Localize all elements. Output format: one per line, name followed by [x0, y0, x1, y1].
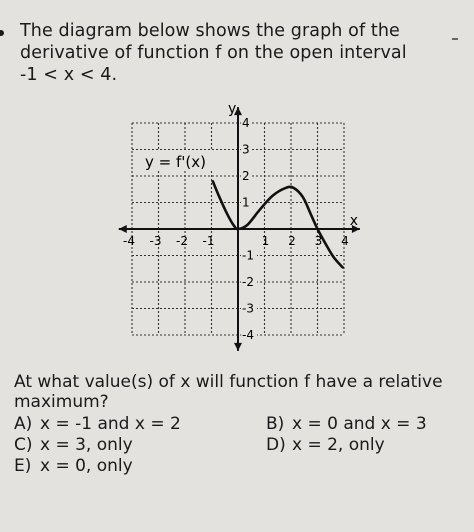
choice-b-text: x = 0 and x = 3 — [292, 414, 427, 434]
x-tick-label: 4 — [341, 234, 349, 248]
choice-d-text: x = 2, only — [292, 435, 385, 455]
choice-e-letter: E) — [14, 456, 32, 476]
y-tick-label: -2 — [242, 275, 254, 289]
question-text — [20, 20, 407, 86]
choice-c-letter: C) — [14, 435, 33, 455]
choice-e[interactable] — [14, 456, 133, 476]
edge-mark — [452, 38, 458, 40]
question-bullet — [0, 30, 4, 36]
y-tick-label: -1 — [242, 248, 254, 263]
y-tick-label: 4 — [242, 116, 250, 130]
y-tick-label: 3 — [242, 142, 250, 157]
choice-d[interactable] — [266, 435, 385, 455]
derivative-curve — [213, 181, 343, 267]
prompt-line-2: maximum? — [14, 392, 109, 412]
y-axis-label: y — [228, 101, 237, 117]
choice-b[interactable] — [266, 414, 427, 434]
choice-c[interactable] — [14, 435, 133, 455]
curve-label: y = f'(x) — [145, 153, 206, 171]
x-tick-label: 1 — [261, 234, 270, 248]
choice-d-letter: D) — [266, 435, 286, 455]
y-tick-label: -4 — [242, 328, 254, 342]
question-line-1: The diagram below shows the graph of the — [20, 21, 400, 41]
question-line-3: -1 < x < 4. — [20, 65, 118, 85]
choice-a-text: x = -1 and x = 2 — [40, 414, 181, 434]
choice-c-text: x = 3, only — [40, 435, 133, 455]
choice-a[interactable] — [14, 414, 181, 434]
x-tick-label: -3 — [149, 234, 162, 248]
derivative-graph — [110, 98, 360, 358]
x-axis-label: x — [349, 213, 358, 229]
choice-e-text: x = 0, only — [40, 456, 133, 476]
x-tick-label: -1 — [202, 234, 215, 248]
y-tick-label: 2 — [242, 169, 250, 183]
y-tick-label: -3 — [242, 301, 254, 316]
x-tick-label: -2 — [176, 234, 188, 248]
x-tick-label: -4 — [123, 234, 135, 248]
graph-svg — [110, 98, 360, 358]
choice-b-letter: B) — [266, 414, 285, 434]
x-tick-label: 3 — [314, 234, 323, 248]
x-axis-arrow-left — [119, 225, 127, 233]
prompt-line-1: At what value(s) of x will function f have a relative — [14, 372, 443, 392]
y-tick-label: 1 — [242, 195, 250, 210]
prompt-text — [14, 372, 443, 412]
question-line-2: derivative of function f on the open interval — [20, 43, 407, 63]
y-axis-arrow-down — [234, 343, 242, 351]
choice-a-letter: A) — [14, 414, 33, 434]
x-tick-label: 2 — [288, 234, 296, 248]
